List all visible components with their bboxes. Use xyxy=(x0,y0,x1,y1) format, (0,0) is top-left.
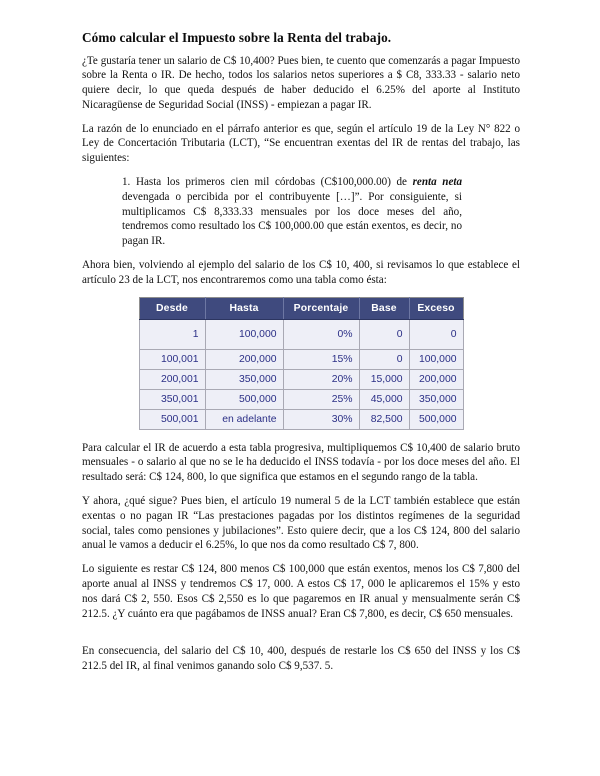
cell-hasta: 100,000 xyxy=(205,319,283,349)
cell-porcentaje: 15% xyxy=(283,349,359,369)
paragraph-intro: ¿Te gustaría tener un salario de C$ 10,400? Pues bien, te cuento que comenzarás a pagar Impuesto sobre la Renta o IR. De hecho, todos los salarios netos superiores a $ C8, 333.33 - salario neto quiere decir, lo que queda después de haber deducido el 6.25% del aporte al Instituto Nicaragüense de Seguridad Social (INSS) - empiezan a pagar IR. xyxy=(82,54,520,111)
cell-base: 0 xyxy=(359,349,409,369)
column-header-desde: Desde xyxy=(139,297,205,319)
cell-exceso: 200,000 xyxy=(409,369,463,389)
cell-desde: 100,001 xyxy=(139,349,205,369)
paragraph-ley-822: La razón de lo enunciado en el párrafo anterior es que, según el artículo 19 de la Ley N° 822 o Ley de Concertación Tributaria (LCT), “Se encuentran exentas del IR de rentas del trabajo, las siguientes: xyxy=(82,122,520,165)
cell-exceso: 350,000 xyxy=(409,389,463,409)
list-item-emphasis-renta-neta: renta neta xyxy=(412,176,462,189)
cell-exceso: 100,000 xyxy=(409,349,463,369)
cell-base: 45,000 xyxy=(359,389,409,409)
ir-table-container xyxy=(82,297,520,430)
cell-porcentaje: 25% xyxy=(283,389,359,409)
cell-desde: 200,001 xyxy=(139,369,205,389)
page-title: Cómo calcular el Impuesto sobre la Renta del trabajo. xyxy=(82,30,392,45)
column-header-porcentaje: Porcentaje xyxy=(283,297,359,319)
paragraph-resta-calculo: Lo siguiente es restar C$ 124, 800 menos C$ 100,000 que están exentos, menos los C$ 7,800 del aporte anual al INSS y tendremos C$ 17, 000. A estos C$ 17, 000 le aplicaremos el 15% y esto nos dará C$ 2, 550. Esos C$ 2,550 es lo que pagaremos en IR anual y mensualmente serán C$ 212.5. ¿Y cuánto era que pagábamos de INSS anual? Eran C$ 7,800, es decir, C$ 650 mensuales. xyxy=(82,563,520,620)
table-row xyxy=(139,369,463,389)
cell-exceso: 500,000 xyxy=(409,409,463,429)
list-item-text-part2: devengada o percibida por el contribuyente […]”. Por consiguiente, si multiplicamos C$ 8,333.33 mensuales por los doce meses del año, tendremos como resultado los C$ 100,000.00 que están exentos, es decir, no pagan IR. xyxy=(122,190,462,248)
column-header-exceso: Exceso xyxy=(409,297,463,319)
paragraph-conclusion: En consecuencia, del salario del C$ 10, 400, después de restarle los C$ 650 del INSS y los C$ 212.5 del IR, al final venimos ganando solo C$ 9,537. 5. xyxy=(82,645,520,673)
table-row xyxy=(139,389,463,409)
cell-hasta: 200,000 xyxy=(205,349,283,369)
cell-hasta: 500,000 xyxy=(205,389,283,409)
list-item xyxy=(82,175,520,249)
column-header-hasta: Hasta xyxy=(205,297,283,319)
paragraph-spacer xyxy=(82,630,520,644)
cell-desde: 500,001 xyxy=(139,409,205,429)
cell-exceso: 0 xyxy=(409,319,463,349)
cell-base: 0 xyxy=(359,319,409,349)
table-header-row xyxy=(139,297,463,319)
cell-porcentaje: 20% xyxy=(283,369,359,389)
cell-desde: 1 xyxy=(139,319,205,349)
table-row xyxy=(139,349,463,369)
table-row xyxy=(139,409,463,429)
cell-desde: 350,001 xyxy=(139,389,205,409)
cell-base: 15,000 xyxy=(359,369,409,389)
list-item-text-part1: 1. Hasta los primeros cien mil córdobas (C$100,000.00) de xyxy=(122,176,413,189)
cell-porcentaje: 30% xyxy=(283,409,359,429)
cell-hasta: en adelante xyxy=(205,409,283,429)
cell-base: 82,500 xyxy=(359,409,409,429)
table-row xyxy=(139,319,463,349)
paragraph-exenciones: Y ahora, ¿qué sigue? Pues bien, el artículo 19 numeral 5 de la LCT también establece que están exentas o no pagan IR “Las prestaciones pagadas por los distintos regímenes de la seguridad social, tales como pensiones y jubilaciones”. Esto quiere decir, que a los C$ 124, 800 del salario anual le vamos a deducir el 6.25%, lo que nos da como resultado C$ 7, 800. xyxy=(82,495,520,552)
cell-porcentaje: 0% xyxy=(283,319,359,349)
paragraph-articulo-23: Ahora bien, volviendo al ejemplo del salario de los C$ 10, 400, si revisamos lo que establece el artículo 23 de la LCT, nos encontraremos como una tabla como ésta: xyxy=(82,259,520,286)
paragraph-calculo-ir: Para calcular el IR de acuerdo a esta tabla progresiva, multipliquemos C$ 10,400 de salario bruto mensuales - o salario al que no se le ha deducido el INSS todavía - por los doce meses del año. El resultado será: C$ 124, 800, lo que significa que estamos en el segundo rango de la tabla. xyxy=(82,441,520,484)
cell-hasta: 350,000 xyxy=(205,369,283,389)
ir-progressive-table xyxy=(139,297,464,430)
column-header-base: Base xyxy=(359,297,409,319)
